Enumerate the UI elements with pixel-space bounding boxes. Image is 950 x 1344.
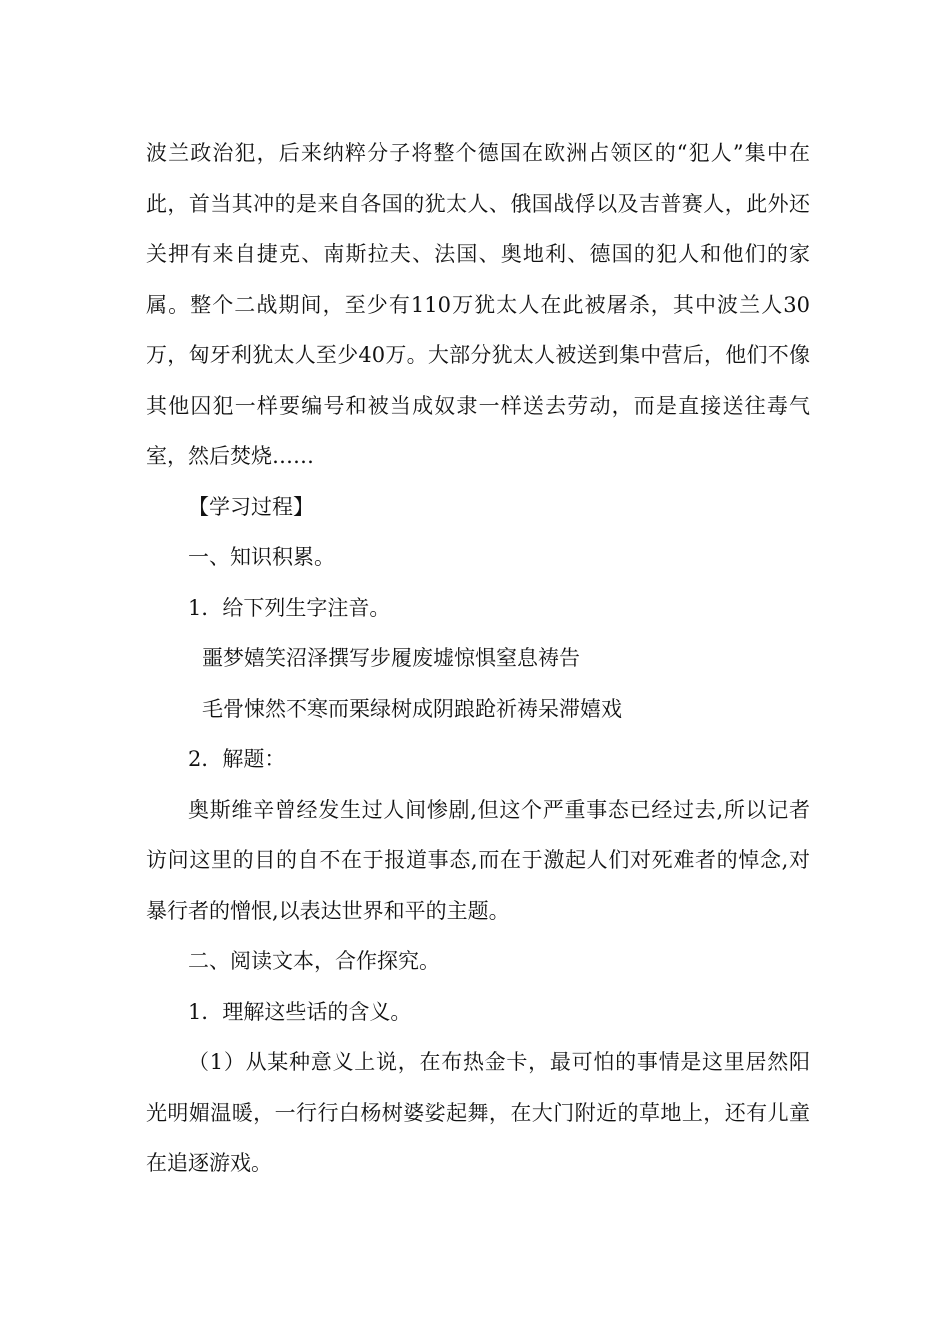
paragraph-explanation: 奥斯维辛曾经发生过人间惨剧,但这个严重事态已经过去,所以记者访问这里的目的自不在于报道事态,而在于激起人们对死难者的悼念,对暴行者的憎恨,以表达世界和平的主题。 <box>146 797 810 923</box>
part-one-heading: 一、知识积累。 <box>188 545 335 569</box>
item-1-heading: 1．给下列生字注音。 <box>188 595 391 620</box>
word-list-2: 毛骨悚然不寒而栗绿树成阴踉跄祈祷呆滞嬉戏 <box>202 696 622 721</box>
item-2-heading: 2．解题： <box>188 747 286 771</box>
paragraph-intro: 波兰政治犯，后来纳粹分子将整个德国在欧洲占领区的“犯人”集中在此，首当其冲的是来自各国的犹太人、俄国战俘以及吉普赛人，此外还关押有来自捷克、南斯拉夫、法国、奥地利、德国的犯人和他们的家属。整个二战期间，至少有110万犹太人在此被屠杀，其中波兰人30万，匈牙利犹太人至少40万。大部分犹太人被送到集中营后，他们不像其他囚犯一样要编号和被当成奴隶一样送去劳动，而是直接送往毒气室，然后焚烧…… <box>146 141 810 468</box>
item-3-heading: 1．理解这些话的含义。 <box>188 999 412 1024</box>
word-list-1: 噩梦嬉笑沼泽撰写步履废墟惊惧窒息祷告 <box>202 646 580 670</box>
section-heading-learning-process: 【学习过程】 <box>188 494 314 519</box>
part-two-heading: 二、阅读文本，合作探究。 <box>188 949 440 973</box>
paragraph-quote-1: （1）从某种意义上说，在布热金卡，最可怕的事情是这里居然阳光明媚温暖，一行行白杨树婆娑起舞，在大门附近的草地上，还有儿童在追逐游戏。 <box>146 1050 810 1175</box>
document-page <box>146 128 810 1189</box>
